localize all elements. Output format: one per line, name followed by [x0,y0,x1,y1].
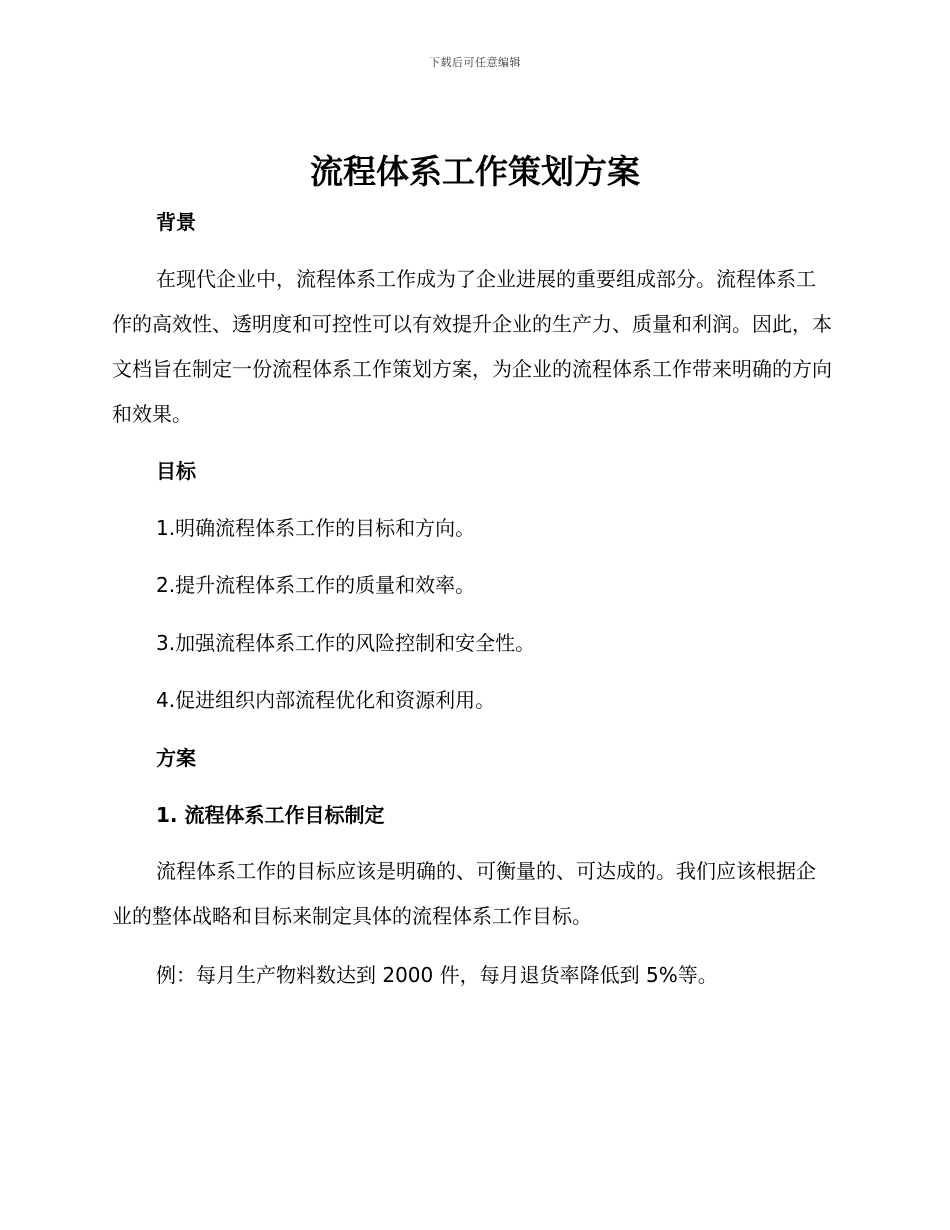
goal-item-1: 1.明确流程体系工作的目标和方向。 [156,516,476,540]
header-note: 下载后可任意编辑 [429,56,521,69]
background-paragraph: 在现代企业中，流程体系工作成为了企业进展的重要组成部分。流程体系工作的高效性、透明度和可控性可以有效提升企业的生产力、质量和利润。因此，本文档旨在制定一份流程体系工作策划方案，为企业的流程体系工作带来明确的方向和效果。 [112,267,832,426]
section-heading-goals: 目标 [156,459,196,483]
goal-item-3: 3.加强流程体系工作的风险控制和安全性。 [156,631,536,655]
subsection-heading-plan-1: 1. 流程体系工作目标制定 [156,803,385,827]
section-heading-plan: 方案 [156,746,196,770]
plan-1-example: 例：每月生产物料数达到 2000 件，每月退货率降低到 5%等。 [156,963,718,987]
plan-1-paragraph: 流程体系工作的目标应该是明确的、可衡量的、可达成的。我们应该根据企业的整体战略和目标来制定具体的流程体系工作目标。 [112,859,816,928]
goal-item-2: 2.提升流程体系工作的质量和效率。 [156,573,476,597]
section-heading-background: 背景 [156,210,196,234]
document-title: 流程体系工作策划方案 [310,152,640,191]
goal-item-4: 4.促进组织内部流程优化和资源利用。 [156,688,496,712]
